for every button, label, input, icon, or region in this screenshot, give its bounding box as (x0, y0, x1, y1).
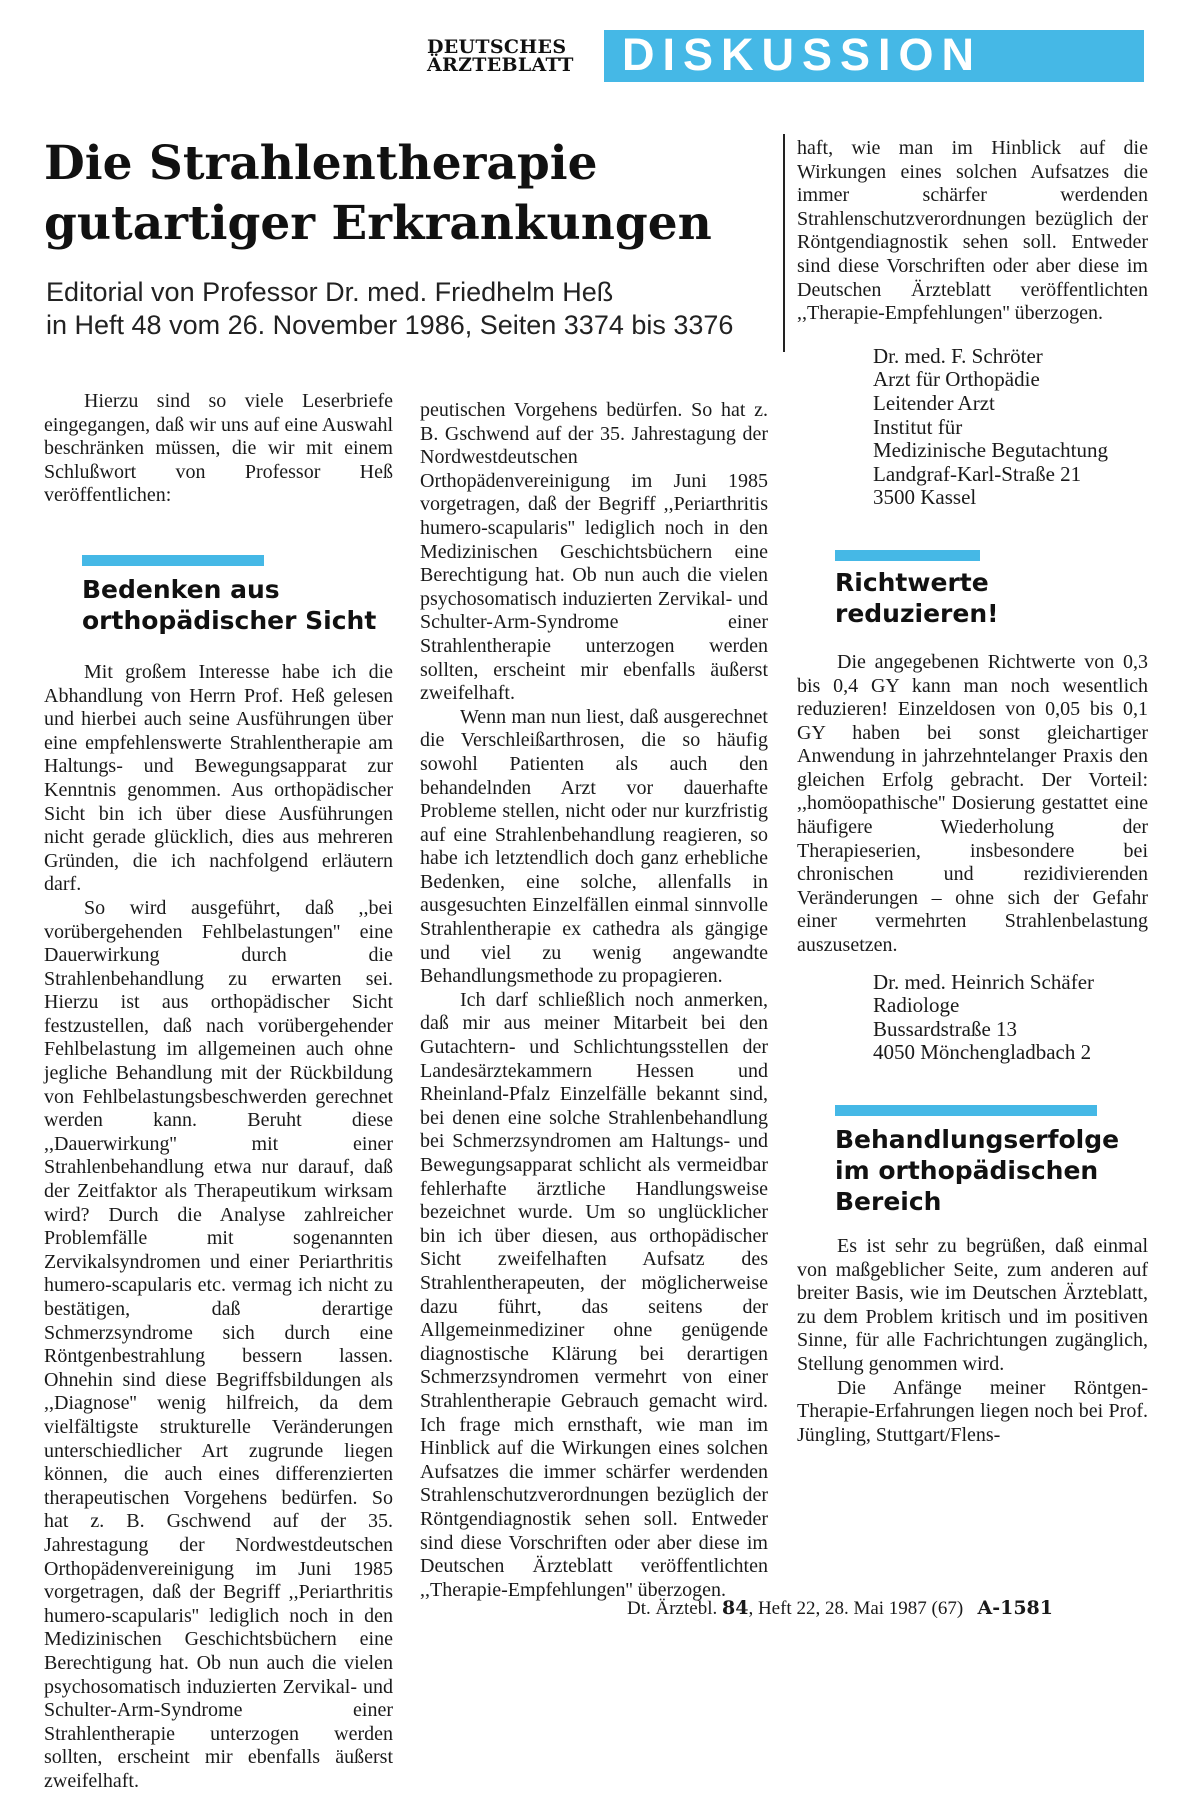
title-line-2: gutartiger Erkrankungen (44, 196, 712, 251)
letter2-heading-line-1: Richtwerte (835, 567, 989, 597)
letter1-paragraph-1: Mit großem Interesse habe ich die Abhandlung von Herrn Prof. Heß gelesen und hierbei auch seine Ausführungen über eine empfehlenswerte Strahlentherapie am Haltungs- und Bewegungsapparat zur Kenntnis genommen. Aus orthopädischer Sicht bin ich über diese Ausführungen nicht gerade glücklich, dies aus mehreren Gründen, die ich nachfolgend erläutern darf. (44, 660, 393, 896)
title-line-1: Die Strahlentherapie (44, 136, 598, 191)
heading-accent-bar (82, 555, 264, 566)
section-label: DISKUSSION (622, 29, 983, 80)
letter2-sig-line-3: Bussardstraße 13 (873, 1016, 1018, 1041)
letter3-paragraph-1: Es ist sehr zu begrüßen, daß einmal von maßgeblicher Seite, zum anderen auf breiter Basis, wie im Deutschen Ärzteblatt, zu dem Problem kritisch und im positiven Sinne, für alle Fachrichtungen zugänglich, Stellung genommen wird. (797, 1235, 1148, 1375)
letter3-heading (835, 1124, 1148, 1217)
letter1-heading-line-2: orthopädischer Sicht (82, 605, 377, 635)
letter1-heading (82, 574, 393, 636)
letter3-paragraph-2: Die Anfänge meiner Röntgen-Therapie-Erfahrungen liegen noch bei Prof. Jüngling, Stuttgart/Flens- (797, 1376, 1148, 1446)
footer-journal: Dt. Ärztebl. (627, 1598, 718, 1619)
subtitle-line-2: in Heft 48 vom 26. November 1986, Seiten 3374 bis 3376 (46, 310, 734, 340)
column-1 (44, 390, 393, 1793)
intro-paragraph: Hierzu sind so viele Leserbriefe eingegangen, daß wir uns auf eine Auswahl beschränken müssen, die wir mit einem Schlußwort von Professor Heß veröffentlichen: (44, 390, 393, 507)
article-title (44, 134, 774, 254)
masthead-brand (427, 38, 597, 74)
letter2-sig-line-4: 4050 Mönchengladbach 2 (873, 1040, 1092, 1065)
letter1-sig-line-6: Landgraf-Karl-Straße 21 (873, 461, 1082, 486)
letter3-heading-line-1: Behandlungserfolge (835, 1125, 1120, 1154)
article-subtitle (46, 276, 776, 342)
letter1-paragraph-4: Ich darf schließlich noch anmerken, daß mir aus meiner Mitarbeit bei den Gutachtern- und Schlichtungsstellen der Landesärztekammern Hessen und Rheinland-Pfalz Einzelfälle bekannt sind, bei denen eine solche Strahlenbehandlung bei Schmerzsyndromen am Haltungs- und Bewegungsapparat schlicht als vermeidbar fehlerhafte ärztliche Handlungsweise bezeichnet wurde. Um so unglücklicher bin ich über diesen, aus orthopädischer Sicht zweifelhaften Aufsatz des Strahlentherapeuten, der möglicherweise dazu führt, das seitens der Allgemeinmediziner ohne genügende diagnostische Klärung bei derartigen Schmerzsyndromen vermehrt von einer Strahlentherapie Gebrauch gemacht wird. Ich frage mich ernsthaft, wie man im Hinblick auf die Wirkungen eines solchen Aufsatzes die immer schärfer werdenden Strahlenschutzverordnungen bezüglich der Röntgendiagnostik sehen soll. Entweder sind diese Vorschriften oder aber diese im Deutschen Ärzteblatt veröffentlichten ,,Therapie-Empfehlungen'' überzogen. (420, 988, 768, 1601)
page-footer (627, 1597, 1053, 1620)
letter1-heading-line-1: Bedenken aus (82, 574, 280, 604)
column-2 (420, 399, 768, 1602)
letter1-paragraph-4-cont: haft, wie man im Hinblick auf die Wirkungen eines solchen Aufsatzes die immer schärfer werdenden Strahlenschutzverordnungen bezüglich der Röntgendiagnostik sehen soll. Entweder sind diese Vorschriften oder aber diese im Deutschen Ärzteblatt veröffentlichten ,,Therapie-Empfehlungen'' überzogen. (797, 137, 1148, 325)
heading-accent-bar (835, 550, 980, 561)
letter2-sig-line-2: Radiologe (873, 993, 960, 1018)
letter1-paragraph-3: Wenn man nun liest, daß ausgerechnet die Verschleißarthrosen, die so häufig sowohl Patienten als auch den behandelnden Arzt vor dauerhafte Probleme stellen, nicht oder nur kurzfristig auf eine Strahlenbehandlung reagieren, so habe ich letztendlich doch ganz erhebliche Bedenken, eine solche, allenfalls in ausgesuchten Einzelfällen einmal sinnvolle Strahlentherapie ex cathedra als gängige und viel zu wenig angewandte Behandlungsmethode zu propagieren. (420, 705, 768, 988)
letter1-paragraph-2: So wird ausgeführt, daß ,,bei vorübergehenden Fehlbelastungen'' eine Dauerwirkung durch die Strahlenbehandlung zu erwarten sei. Hierzu ist aus orthopädischer Sicht festzustellen, daß nach vorübergehender Fehlbelastung im allgemeinen auch ohne jegliche Behandlung mit der Rückbildung von Fehlbelastungsbeschwerden gerechnet werden kann. Beruht diese ,,Dauerwirkung'' mit einer Strahlenbehandlung etwa nur darauf, daß der Zeitfaktor als Therapeutikum wirksam wird? Durch die Analyse zahlreicher Problemfälle mit sogenannten Zervikalsyndromen und einer Periarthritis humero-scapularis etc. vermag ich nicht zu bestätigen, daß derartige Schmerzsyndrome sich durch eine Röntgenbestrahlung bessern lassen. Ohnehin sind diese Begriffsbildungen als ,,Diagnose'' wenig hilfreich, da dem vielfältigste strukturelle Veränderungen unterschiedlicher Art zugrunde liegen können, die auch eines differenzierten therapeutischen Vorgehens bedürfen. So hat z. B. Gschwend auf der 35. Jahrestagung der Nordwestdeutschen Orthopädenvereinigung im Juni 1985 vorgetragen, daß der Begriff ,,Periarthritis humero-scapularis'' lediglich noch in den Medizinischen Geschichtsbüchern eine Berechtigung hat. Ob nun auch die vielen psychosomatisch induzierten Zervikal- und Schulter-Arm-Syndrome einer Strahlentherapie unterzogen werden sollten, erscheint mir ebenfalls äußerst zweifelhaft. (44, 896, 393, 1792)
column-3 (797, 137, 1148, 1447)
heading-accent-bar (835, 1105, 1097, 1116)
letter2-heading-line-2: reduzieren! (835, 598, 999, 628)
letter1-sig-line-3: Leitender Arzt (873, 390, 995, 415)
letter1-sig-line-5: Medizinische Begutachtung (873, 438, 1109, 463)
letter2-signature (873, 971, 1148, 1065)
footer-issue: , Heft 22, 28. Mai 1987 (67) (748, 1598, 964, 1619)
letter1-sig-line-4: Institut für (873, 414, 963, 439)
letter3-heading-line-2: im orthopädischen (835, 1156, 1099, 1185)
subtitle-line-1: Editorial von Professor Dr. med. Friedhelm Heß (46, 277, 614, 307)
letter3-heading-line-3: Bereich (835, 1187, 942, 1216)
footer-volume: 84 (721, 1597, 749, 1619)
brand-line-2: ÄRZTEBLATT (427, 54, 574, 76)
footer-page-number: A-1581 (977, 1597, 1053, 1619)
letter1-sig-line-7: 3500 Kassel (873, 485, 977, 510)
letter1-sig-line-2: Arzt für Orthopädie (873, 367, 1040, 392)
letter2-heading (835, 567, 1148, 629)
letter2-paragraph-1: Die angegebenen Richtwerte von 0,3 bis 0,4 GY kann man noch wesentlich reduzieren! Einzeldosen von 0,05 bis 0,1 GY haben bei sonst gleichartiger Anwendung in jahrzehntelanger Praxis den gleichen Erfolg gebracht. Der Vorteil: ,,homöopathische'' Dosierung gestattet eine häufigere Wiederholung der Therapieserien, insbesondere bei chronischen und rezidivierenden Veränderungen – ohne sich der Gefahr einer vermehrten Strahlenbelastung auszusetzen. (797, 650, 1148, 957)
column-divider (783, 134, 785, 352)
letter1-signature (873, 345, 1148, 510)
letter1-paragraph-2-cont: peutischen Vorgehens bedürfen. So hat z. B. Gschwend auf der 35. Jahrestagung der Nordwestdeutschen Orthopädenvereinigung im Juni 1985 vorgetragen, daß der Begriff ,,Periarthritis humero-scapularis'' lediglich noch in den Medizinischen Geschichtsbüchern eine Berechtigung hat. Ob nun auch die vielen psychosomatisch induzierten Zervikal- und Schulter-Arm-Syndrome einer Strahlentherapie unterzogen werden sollten, erscheint mir ebenfalls äußerst zweifelhaft. (420, 399, 768, 705)
letter2-sig-line-1: Dr. med. Heinrich Schäfer (873, 969, 1095, 994)
brand-line-1: DEUTSCHES (427, 36, 567, 58)
letter1-sig-line-1: Dr. med. F. Schröter (873, 343, 1043, 368)
